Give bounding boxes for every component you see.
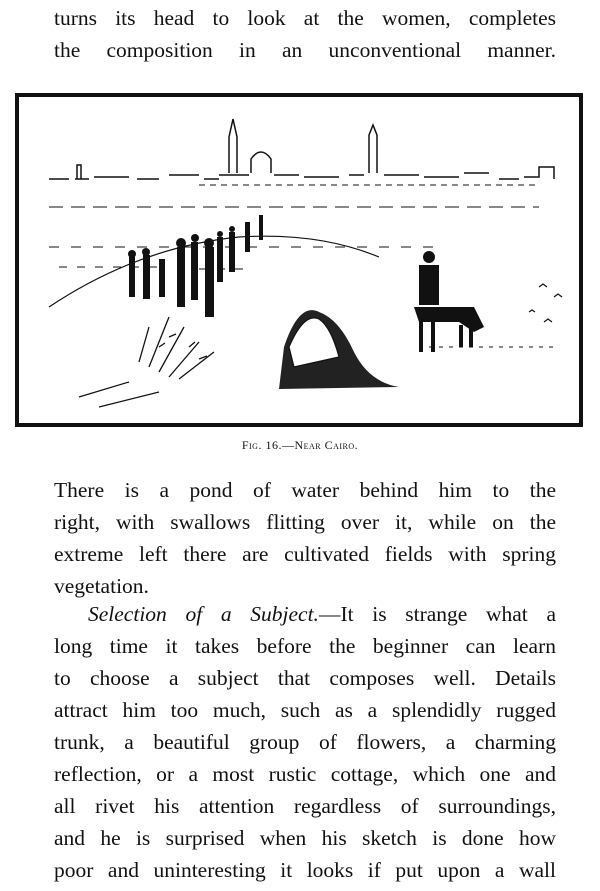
paragraph-pond	[54, 474, 556, 602]
text-line: to choose a subject that composes well. Details	[54, 666, 556, 690]
figure-caption: Fig. 16.—Near Cairo.	[241, 438, 359, 452]
top-paragraph	[54, 2, 556, 66]
text-line: There is a pond of water behind him to the	[54, 478, 556, 502]
text-line: and he is surprised when his sketch is done how	[54, 826, 556, 850]
text-line: trunk, a beautiful group of flowers, a charming	[54, 730, 556, 754]
paragraph-first-line	[54, 598, 556, 630]
text-line: reflection, or a most rustic cottage, which one and	[54, 762, 556, 786]
text-line: all rivet his attention regardless of surroundings,	[54, 794, 556, 818]
section-heading: Selection of a Subject.	[88, 602, 319, 626]
text-line: right, with swallows flitting over it, while on the	[54, 510, 556, 534]
paragraph-selection-of-subject	[54, 598, 556, 886]
text-line: attract him too much, such as a splendidly rugged	[54, 698, 556, 722]
text-line: poor and uninteresting it looks if put upon a wall	[54, 858, 556, 882]
sketch-drawing	[19, 97, 579, 423]
figure-illustration-near-cairo	[15, 93, 583, 427]
text-line: the composition in an unconventional manner.	[54, 38, 556, 62]
text-line: vegetation.	[54, 574, 149, 598]
text-line: turns its head to look at the women, completes	[54, 6, 556, 30]
text-line: long time it takes before the beginner can learn	[54, 634, 556, 658]
text-line: extreme left there are cultivated fields with spring	[54, 542, 556, 566]
text-line-rest: —It is strange what a	[318, 602, 556, 626]
